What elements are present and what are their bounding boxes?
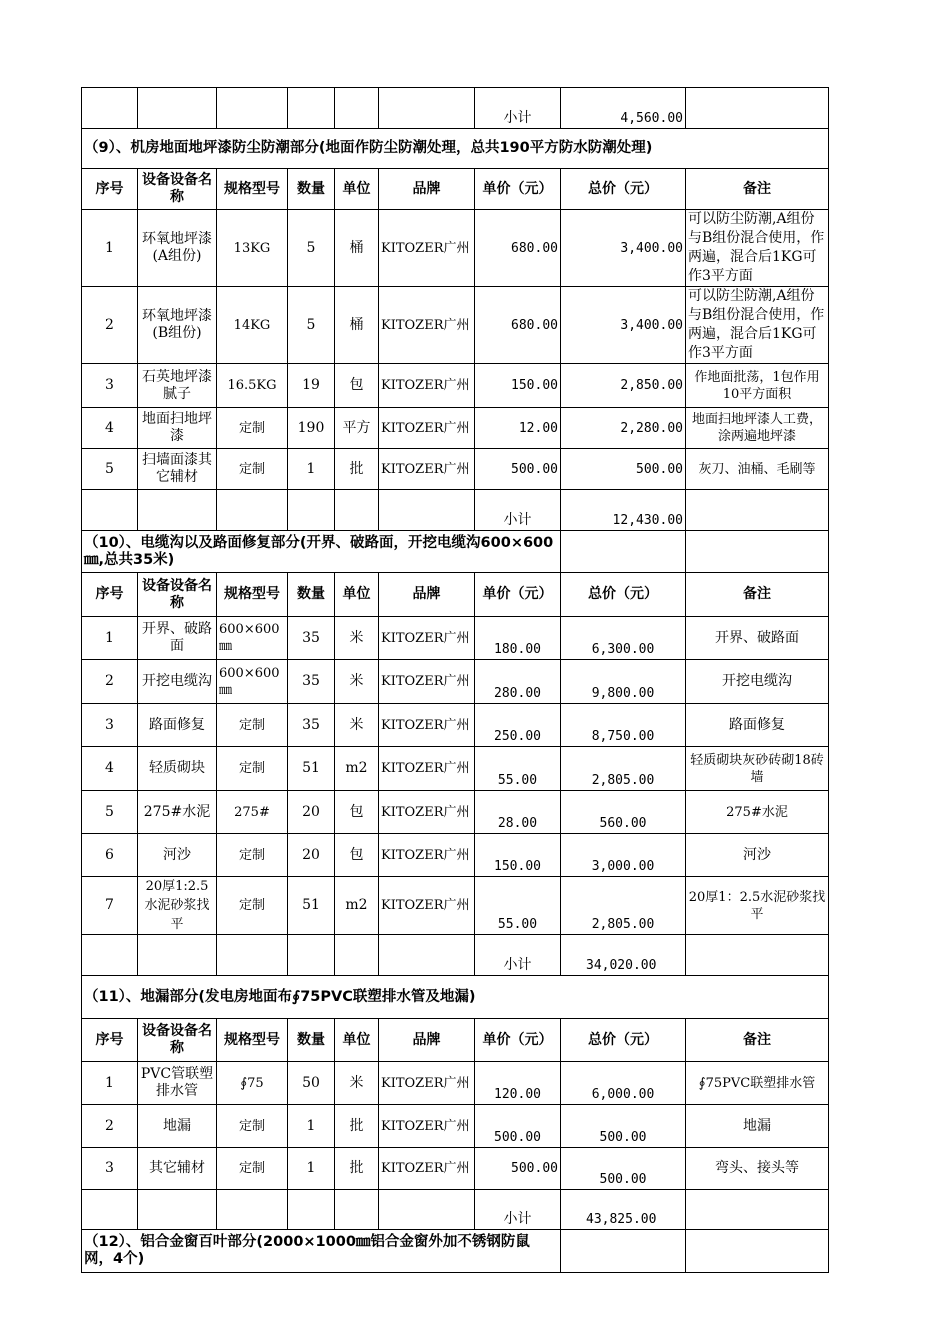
header-price: 单价（元）	[475, 1019, 561, 1062]
table-row: 2 地漏 定制 1 批 KITOZER广州 500.00 500.00 地漏	[82, 1105, 829, 1148]
table-row: 6 河沙 定制 20 包 KITOZER广州 150.00 3,000.00 河沙	[82, 834, 829, 877]
table-row: 1 开界、破路面 600×600㎜ 35 米 KITOZER广州 180.00 6,300.00 开界、破路面	[82, 617, 829, 660]
header-qty: 数量	[288, 573, 335, 617]
table-row: 5 275#水泥 275# 20 包 KITOZER广州 28.00 560.00 275#水泥	[82, 791, 829, 834]
subtotal-row	[82, 88, 829, 129]
header-qty: 数量	[288, 169, 335, 210]
header-name: 设备设备名称	[138, 1019, 217, 1062]
subtotal-value: 34,020.00	[561, 935, 686, 976]
table-row: 5 扫墙面漆其它辅材 定制 1 批 KITOZER广州 500.00 500.00 灰刀、油桶、毛刷等	[82, 449, 829, 490]
header-qty: 数量	[288, 1019, 335, 1062]
header-total: 总价（元）	[561, 1019, 686, 1062]
table-row: 3 路面修复 定制 35 米 KITOZER广州 250.00 8,750.00 路面修复	[82, 704, 829, 747]
subtotal-row	[82, 490, 829, 531]
section-title-10: （10）、电缆沟以及路面修复部分(开界、破路面，开挖电缆沟600×600㎜,总共35米)	[82, 531, 561, 573]
table-row: 7 20厚1:2.5水泥砂浆找平 定制 51 m2 KITOZER广州 55.00 2,805.00 20厚1：2.5水泥砂浆找平	[82, 877, 829, 935]
header-row	[82, 169, 829, 210]
header-brand: 品牌	[379, 169, 475, 210]
header-unit: 单位	[335, 169, 379, 210]
header-row	[82, 1019, 829, 1062]
header-price: 单价（元）	[475, 573, 561, 617]
table-row: 3 其它辅材 定制 1 批 KITOZER广州 500.00 500.00 弯头、接头等	[82, 1148, 829, 1190]
header-note: 备注	[686, 1019, 829, 1062]
header-note: 备注	[686, 169, 829, 210]
header-name: 设备设备名称	[138, 169, 217, 210]
table-row: 1 环氧地坪漆(A组份) 13KG 5 桶 KITOZER广州 680.00 3,400.00 可以防尘防潮,A组份与B组份混合使用，作两遍，混合后1KG可作3平方面	[82, 210, 829, 287]
header-name: 设备设备名称	[138, 573, 217, 617]
header-note: 备注	[686, 573, 829, 617]
section-title-11: （11）、地漏部分(发电房地面布∮75PVC联塑排水管及地漏)	[82, 976, 829, 1019]
table-row: 3 石英地坪漆腻子 16.5KG 19 包 KITOZER广州 150.00 2,850.00 作地面批荡，1包作用10平方面积	[82, 364, 829, 408]
header-total: 总价（元）	[561, 169, 686, 210]
subtotal-label: 小计	[475, 1190, 561, 1230]
subtotal-value: 4,560.00	[561, 88, 686, 129]
header-spec: 规格型号	[217, 169, 288, 210]
header-brand: 品牌	[379, 573, 475, 617]
section-title-row	[82, 129, 829, 169]
table-row: 4 轻质砌块 定制 51 m2 KITOZER广州 55.00 2,805.00 轻质砌块灰砂砖砌18砖墙	[82, 747, 829, 791]
section-title-row	[82, 976, 829, 1019]
subtotal-row	[82, 1190, 829, 1230]
table-row: 2 环氧地坪漆(B组份) 14KG 5 桶 KITOZER广州 680.00 3,400.00 可以防尘防潮,A组份与B组份混合使用，作两遍，混合后1KG可作3平方面	[82, 287, 829, 364]
header-price: 单价（元）	[475, 169, 561, 210]
subtotal-value: 12,430.00	[561, 490, 686, 531]
header-unit: 单位	[335, 573, 379, 617]
subtotal-label: 小计	[475, 490, 561, 531]
subtotal-row	[82, 935, 829, 976]
table-row: 2 开挖电缆沟 600×600㎜ 35 米 KITOZER广州 280.00 9,800.00 开挖电缆沟	[82, 660, 829, 704]
quotation-sheet	[81, 87, 829, 1273]
section-title-row	[82, 531, 829, 573]
section-title-12: （12）、铝合金窗百叶部分(2000×1000㎜铝合金窗外加不锈钢防鼠网，4个)	[82, 1230, 561, 1273]
section-title-row	[82, 1230, 829, 1273]
header-spec: 规格型号	[217, 1019, 288, 1062]
table-row: 4 地面扫地坪漆 定制 190 平方 KITOZER广州 12.00 2,280.00 地面扫地坪漆人工费，涂两遍地坪漆	[82, 408, 829, 449]
header-no: 序号	[82, 169, 138, 210]
header-brand: 品牌	[379, 1019, 475, 1062]
header-no: 序号	[82, 573, 138, 617]
table-row: 1 PVC管联塑排水管 ∮75 50 米 KITOZER广州 120.00 6,000.00 ∮75PVC联塑排水管	[82, 1062, 829, 1105]
header-no: 序号	[82, 1019, 138, 1062]
section-title-9: （9）、机房地面地坪漆防尘防潮部分(地面作防尘防潮处理，总共190平方防水防潮处理)	[82, 129, 829, 169]
header-row	[82, 573, 829, 617]
header-unit: 单位	[335, 1019, 379, 1062]
subtotal-value: 43,825.00	[561, 1190, 686, 1230]
subtotal-label: 小计	[475, 935, 561, 976]
subtotal-label: 小计	[475, 88, 561, 129]
header-spec: 规格型号	[217, 573, 288, 617]
header-total: 总价（元）	[561, 573, 686, 617]
